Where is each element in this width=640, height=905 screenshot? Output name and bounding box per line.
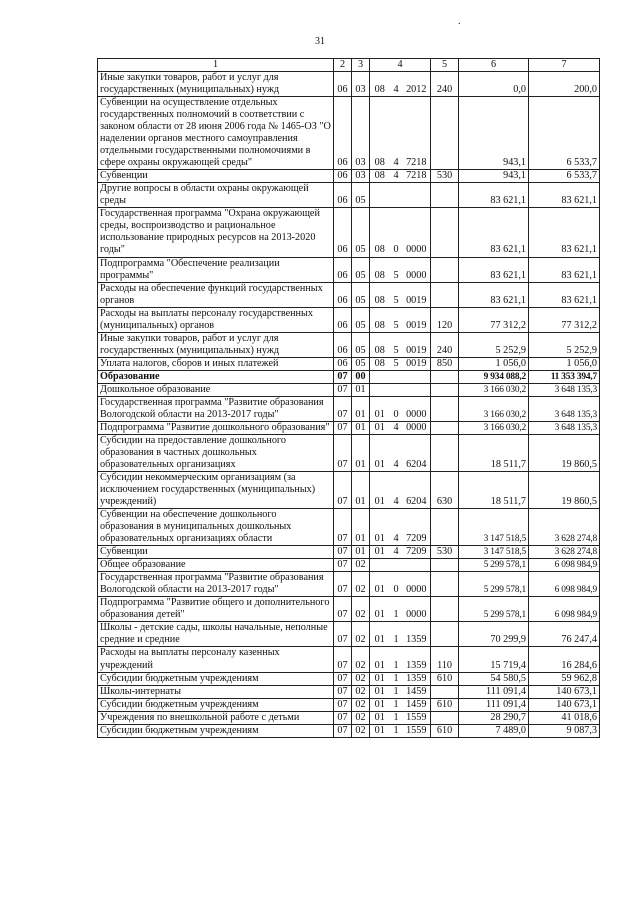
row-amount-2: 3 648 135,3	[529, 421, 600, 434]
row-section: 06	[334, 208, 352, 257]
row-subprogram: 5	[390, 357, 403, 370]
row-name: Субсидии бюджетным учреждениям	[98, 698, 334, 711]
row-name: Расходы на выплаты персоналу казенных учреждений	[98, 647, 334, 672]
row-amount-1: 3 166 030,2	[459, 396, 529, 421]
table-row	[98, 396, 600, 421]
row-program: 08	[370, 357, 390, 370]
row-subprogram: 0	[390, 572, 403, 597]
row-name: Субсидии бюджетным учреждениям	[98, 724, 334, 737]
row-program: 01	[370, 711, 390, 724]
row-name: Субвенции	[98, 546, 334, 559]
row-name: Дошкольное образование	[98, 383, 334, 396]
header-col-5: 5	[431, 59, 459, 72]
row-program	[370, 183, 390, 208]
row-subsection: 05	[352, 332, 370, 357]
row-section: 06	[334, 357, 352, 370]
row-subsection: 02	[352, 597, 370, 622]
row-subsection: 05	[352, 307, 370, 332]
row-amount-1: 5 299 578,1	[459, 559, 529, 572]
row-expense-type	[431, 597, 459, 622]
row-program: 01	[370, 572, 390, 597]
row-subsection: 02	[352, 622, 370, 647]
row-direction: 1359	[403, 647, 431, 672]
row-subsection: 02	[352, 572, 370, 597]
row-program: 08	[370, 170, 390, 183]
row-subprogram: 5	[390, 282, 403, 307]
table-row	[98, 546, 600, 559]
row-direction: 0019	[403, 307, 431, 332]
row-amount-2: 3 648 135,3	[529, 383, 600, 396]
row-name: Расходы на выплаты персоналу государственных (муниципальных) органов	[98, 307, 334, 332]
row-direction: 6204	[403, 434, 431, 471]
row-amount-2: 6 533,7	[529, 97, 600, 170]
table-row	[98, 357, 600, 370]
row-expense-type: 530	[431, 546, 459, 559]
row-direction	[403, 183, 431, 208]
table-row	[98, 208, 600, 257]
row-direction: 0000	[403, 257, 431, 282]
row-subsection: 02	[352, 685, 370, 698]
row-amount-1: 3 166 030,2	[459, 421, 529, 434]
row-subprogram: 1	[390, 647, 403, 672]
row-name: Субвенции на обеспечение дошкольного образования в муниципальных дошкольных образовательных организациях области	[98, 509, 334, 546]
row-amount-2: 9 087,3	[529, 724, 600, 737]
row-subprogram: 5	[390, 332, 403, 357]
row-section: 07	[334, 724, 352, 737]
row-program: 01	[370, 546, 390, 559]
row-amount-1: 943,1	[459, 97, 529, 170]
row-expense-type	[431, 383, 459, 396]
row-subprogram: 1	[390, 597, 403, 622]
row-amount-1: 7 489,0	[459, 724, 529, 737]
row-direction: 0000	[403, 396, 431, 421]
row-amount-2: 140 673,1	[529, 685, 600, 698]
row-amount-2: 83 621,1	[529, 282, 600, 307]
row-expense-type: 850	[431, 357, 459, 370]
row-amount-2: 5 252,9	[529, 332, 600, 357]
header-col-1: 1	[98, 59, 334, 72]
table-row	[98, 572, 600, 597]
row-subprogram	[390, 383, 403, 396]
row-subsection: 01	[352, 396, 370, 421]
row-section: 06	[334, 183, 352, 208]
row-expense-type	[431, 622, 459, 647]
row-program: 01	[370, 509, 390, 546]
row-name: Субсидии на предоставление дошкольного образования в частных дошкольных образовательных организациях	[98, 434, 334, 471]
row-direction: 7209	[403, 546, 431, 559]
row-amount-2: 200,0	[529, 72, 600, 97]
row-direction: 1559	[403, 724, 431, 737]
row-subsection: 01	[352, 434, 370, 471]
row-name: Иные закупки товаров, работ и услуг для государственных (муниципальных) нужд	[98, 72, 334, 97]
row-name: Субвенции	[98, 170, 334, 183]
row-expense-type	[431, 572, 459, 597]
table-row	[98, 559, 600, 572]
row-amount-1: 28 290,7	[459, 711, 529, 724]
row-amount-2: 6 098 984,9	[529, 559, 600, 572]
row-subprogram: 4	[390, 97, 403, 170]
row-amount-1: 5 299 578,1	[459, 597, 529, 622]
row-name: Школы - детские сады, школы начальные, неполные средние и средние	[98, 622, 334, 647]
table-row	[98, 711, 600, 724]
row-subsection: 02	[352, 647, 370, 672]
row-expense-type: 240	[431, 332, 459, 357]
row-amount-1: 83 621,1	[459, 282, 529, 307]
row-section: 07	[334, 698, 352, 711]
row-amount-2: 76 247,4	[529, 622, 600, 647]
row-amount-2: 1 056,0	[529, 357, 600, 370]
row-direction: 2012	[403, 72, 431, 97]
row-program: 01	[370, 685, 390, 698]
row-subprogram: 4	[390, 72, 403, 97]
row-amount-1: 18 511,7	[459, 472, 529, 509]
row-name: Субвенции на осуществление отдельных государственных полномочий в соответствии с законом области от 28 июня 2006 года № 1465-ОЗ "О наделении органов местного самоуправления отдельными государственными полномочиями в сфере охраны окружающей среды"	[98, 97, 334, 170]
row-section: 06	[334, 72, 352, 97]
table-row	[98, 472, 600, 509]
table-row	[98, 724, 600, 737]
row-amount-2: 140 673,1	[529, 698, 600, 711]
row-subprogram: 4	[390, 170, 403, 183]
table-row	[98, 685, 600, 698]
row-section: 06	[334, 170, 352, 183]
row-expense-type	[431, 396, 459, 421]
row-subprogram: 4	[390, 546, 403, 559]
row-section: 07	[334, 685, 352, 698]
row-amount-1: 83 621,1	[459, 183, 529, 208]
table-row	[98, 97, 600, 170]
row-expense-type	[431, 257, 459, 282]
row-amount-1: 3 147 518,5	[459, 546, 529, 559]
row-subprogram: 0	[390, 208, 403, 257]
row-section: 06	[334, 282, 352, 307]
row-subprogram: 4	[390, 509, 403, 546]
row-amount-2: 3 648 135,3	[529, 396, 600, 421]
row-subsection: 02	[352, 559, 370, 572]
row-direction: 0000	[403, 597, 431, 622]
row-section: 06	[334, 307, 352, 332]
row-expense-type: 610	[431, 724, 459, 737]
row-amount-2: 3 628 274,8	[529, 546, 600, 559]
row-section: 06	[334, 332, 352, 357]
row-expense-type	[431, 97, 459, 170]
row-amount-1: 9 934 088,2	[459, 370, 529, 383]
row-subsection: 02	[352, 724, 370, 737]
row-subprogram: 4	[390, 434, 403, 471]
row-amount-2: 11 353 394,7	[529, 370, 600, 383]
row-direction: 0000	[403, 421, 431, 434]
row-program: 01	[370, 698, 390, 711]
table-row	[98, 622, 600, 647]
row-subprogram: 0	[390, 396, 403, 421]
table-row	[98, 170, 600, 183]
row-name: Общее образование	[98, 559, 334, 572]
row-expense-type	[431, 685, 459, 698]
row-direction: 7209	[403, 509, 431, 546]
row-program: 01	[370, 672, 390, 685]
row-section: 06	[334, 257, 352, 282]
row-amount-1: 77 312,2	[459, 307, 529, 332]
row-subsection: 05	[352, 208, 370, 257]
row-name: Другие вопросы в области охраны окружающей среды	[98, 183, 334, 208]
header-col-4: 4	[370, 59, 431, 72]
row-direction: 6204	[403, 472, 431, 509]
row-direction: 7218	[403, 170, 431, 183]
row-expense-type	[431, 559, 459, 572]
row-direction	[403, 370, 431, 383]
row-name: Уплата налогов, сборов и иных платежей	[98, 357, 334, 370]
row-section: 07	[334, 572, 352, 597]
row-direction: 1359	[403, 672, 431, 685]
row-program: 01	[370, 421, 390, 434]
row-name: Государственная программа "Охрана окружающей среды, воспроизводство и рациональное использование природных ресурсов на 2013-2020 годы"	[98, 208, 334, 257]
row-program	[370, 370, 390, 383]
header-col-2: 2	[334, 59, 352, 72]
row-subprogram	[390, 183, 403, 208]
row-program: 08	[370, 257, 390, 282]
row-subprogram: 5	[390, 307, 403, 332]
row-subsection: 05	[352, 257, 370, 282]
row-amount-1: 70 299,9	[459, 622, 529, 647]
header-col-3: 3	[352, 59, 370, 72]
row-expense-type	[431, 711, 459, 724]
row-section: 07	[334, 546, 352, 559]
row-subprogram: 1	[390, 724, 403, 737]
row-amount-1: 15 719,4	[459, 647, 529, 672]
row-amount-2: 16 284,6	[529, 647, 600, 672]
budget-table	[97, 58, 600, 738]
table-row	[98, 597, 600, 622]
row-subsection: 02	[352, 672, 370, 685]
table-row	[98, 698, 600, 711]
row-expense-type	[431, 370, 459, 383]
row-section: 07	[334, 383, 352, 396]
row-amount-1: 1 056,0	[459, 357, 529, 370]
row-subsection: 03	[352, 97, 370, 170]
row-subsection: 01	[352, 472, 370, 509]
row-amount-2: 6 098 984,9	[529, 597, 600, 622]
row-amount-1: 18 511,7	[459, 434, 529, 471]
row-program: 01	[370, 647, 390, 672]
row-name: Подпрограмма "Развитие общего и дополнительного образования детей"	[98, 597, 334, 622]
row-direction: 0019	[403, 357, 431, 370]
page-number: 31	[315, 36, 325, 47]
row-expense-type	[431, 509, 459, 546]
row-amount-1: 83 621,1	[459, 257, 529, 282]
row-subprogram: 1	[390, 685, 403, 698]
table-row	[98, 257, 600, 282]
row-amount-1: 5 252,9	[459, 332, 529, 357]
row-direction: 0000	[403, 572, 431, 597]
row-section: 07	[334, 509, 352, 546]
row-subprogram: 1	[390, 672, 403, 685]
row-amount-1: 5 299 578,1	[459, 572, 529, 597]
row-program: 08	[370, 208, 390, 257]
row-program: 01	[370, 724, 390, 737]
row-amount-2: 59 962,8	[529, 672, 600, 685]
row-program: 08	[370, 307, 390, 332]
row-amount-1: 111 091,4	[459, 685, 529, 698]
row-amount-1: 3 166 030,2	[459, 383, 529, 396]
row-section: 07	[334, 472, 352, 509]
row-program: 08	[370, 332, 390, 357]
row-direction: 1559	[403, 711, 431, 724]
row-program: 01	[370, 622, 390, 647]
row-amount-1: 54 580,5	[459, 672, 529, 685]
row-section: 06	[334, 97, 352, 170]
row-direction	[403, 383, 431, 396]
row-expense-type	[431, 208, 459, 257]
table-row	[98, 383, 600, 396]
row-direction: 1459	[403, 685, 431, 698]
row-amount-2: 83 621,1	[529, 208, 600, 257]
table-row	[98, 282, 600, 307]
header-row	[98, 59, 600, 72]
row-name: Школы-интернаты	[98, 685, 334, 698]
row-subsection: 01	[352, 509, 370, 546]
row-name: Подпрограмма "Обеспечение реализации программы"	[98, 257, 334, 282]
row-name: Образование	[98, 370, 334, 383]
row-amount-2: 77 312,2	[529, 307, 600, 332]
row-name: Государственная программа "Развитие образования Вологодской области на 2013-2017 годы"	[98, 572, 334, 597]
row-subsection: 02	[352, 698, 370, 711]
row-amount-1: 111 091,4	[459, 698, 529, 711]
row-section: 07	[334, 711, 352, 724]
row-section: 07	[334, 622, 352, 647]
row-program: 01	[370, 472, 390, 509]
row-section: 07	[334, 370, 352, 383]
table-row	[98, 509, 600, 546]
row-section: 07	[334, 421, 352, 434]
row-expense-type: 240	[431, 72, 459, 97]
row-subprogram: 4	[390, 472, 403, 509]
row-direction: 1459	[403, 698, 431, 711]
row-direction	[403, 559, 431, 572]
row-direction: 0000	[403, 208, 431, 257]
row-program	[370, 559, 390, 572]
row-section: 07	[334, 396, 352, 421]
row-program: 08	[370, 72, 390, 97]
row-program: 08	[370, 97, 390, 170]
row-subprogram	[390, 370, 403, 383]
row-amount-1: 3 147 518,5	[459, 509, 529, 546]
header-col-7: 7	[529, 59, 600, 72]
row-amount-2: 83 621,1	[529, 257, 600, 282]
table-row	[98, 370, 600, 383]
row-section: 07	[334, 647, 352, 672]
row-subprogram: 5	[390, 257, 403, 282]
row-amount-1: 0,0	[459, 72, 529, 97]
table-row	[98, 307, 600, 332]
row-name: Подпрограмма "Развитие дошкольного образования"	[98, 421, 334, 434]
row-subsection: 02	[352, 711, 370, 724]
row-expense-type	[431, 183, 459, 208]
row-subsection: 05	[352, 357, 370, 370]
row-program: 01	[370, 396, 390, 421]
row-amount-2: 6 533,7	[529, 170, 600, 183]
table-row	[98, 332, 600, 357]
table-row	[98, 421, 600, 434]
row-amount-1: 83 621,1	[459, 208, 529, 257]
row-expense-type: 110	[431, 647, 459, 672]
row-subsection: 01	[352, 421, 370, 434]
table-row	[98, 183, 600, 208]
row-name: Государственная программа "Развитие образования Вологодской области на 2013-2017 годы"	[98, 396, 334, 421]
row-expense-type: 120	[431, 307, 459, 332]
row-subsection: 01	[352, 383, 370, 396]
table-row	[98, 647, 600, 672]
row-amount-1: 943,1	[459, 170, 529, 183]
row-program: 01	[370, 434, 390, 471]
row-amount-2: 3 628 274,8	[529, 509, 600, 546]
row-amount-2: 19 860,5	[529, 472, 600, 509]
table-row	[98, 672, 600, 685]
row-amount-2: 83 621,1	[529, 183, 600, 208]
row-section: 07	[334, 434, 352, 471]
row-amount-2: 6 098 984,9	[529, 572, 600, 597]
row-name: Субсидии бюджетным учреждениям	[98, 672, 334, 685]
row-section: 07	[334, 597, 352, 622]
row-subsection: 05	[352, 183, 370, 208]
row-program	[370, 383, 390, 396]
row-direction: 7218	[403, 97, 431, 170]
row-expense-type	[431, 434, 459, 471]
row-subsection: 00	[352, 370, 370, 383]
row-subprogram: 1	[390, 698, 403, 711]
row-section: 07	[334, 559, 352, 572]
page-mark: .	[458, 16, 461, 27]
row-expense-type	[431, 282, 459, 307]
row-name: Субсидии некоммерческим организациям (за исключением государственных (муниципальных) учреждений)	[98, 472, 334, 509]
row-subprogram: 1	[390, 711, 403, 724]
row-direction: 1359	[403, 622, 431, 647]
row-expense-type	[431, 421, 459, 434]
row-name: Учреждения по внешкольной работе с детьми	[98, 711, 334, 724]
table-row	[98, 72, 600, 97]
row-expense-type: 530	[431, 170, 459, 183]
row-subsection: 01	[352, 546, 370, 559]
row-program: 08	[370, 282, 390, 307]
table-row	[98, 434, 600, 471]
row-name: Расходы на обеспечение функций государственных органов	[98, 282, 334, 307]
row-amount-2: 41 018,6	[529, 711, 600, 724]
row-subprogram	[390, 559, 403, 572]
row-direction: 0019	[403, 332, 431, 357]
row-program: 01	[370, 597, 390, 622]
row-subprogram: 1	[390, 622, 403, 647]
row-expense-type: 610	[431, 698, 459, 711]
row-expense-type: 610	[431, 672, 459, 685]
row-subsection: 05	[352, 282, 370, 307]
header-col-6: 6	[459, 59, 529, 72]
row-subsection: 03	[352, 72, 370, 97]
row-direction: 0019	[403, 282, 431, 307]
row-expense-type: 630	[431, 472, 459, 509]
row-subprogram: 4	[390, 421, 403, 434]
row-section: 07	[334, 672, 352, 685]
row-amount-2: 19 860,5	[529, 434, 600, 471]
row-subsection: 03	[352, 170, 370, 183]
row-name: Иные закупки товаров, работ и услуг для государственных (муниципальных) нужд	[98, 332, 334, 357]
table-body	[98, 72, 600, 738]
